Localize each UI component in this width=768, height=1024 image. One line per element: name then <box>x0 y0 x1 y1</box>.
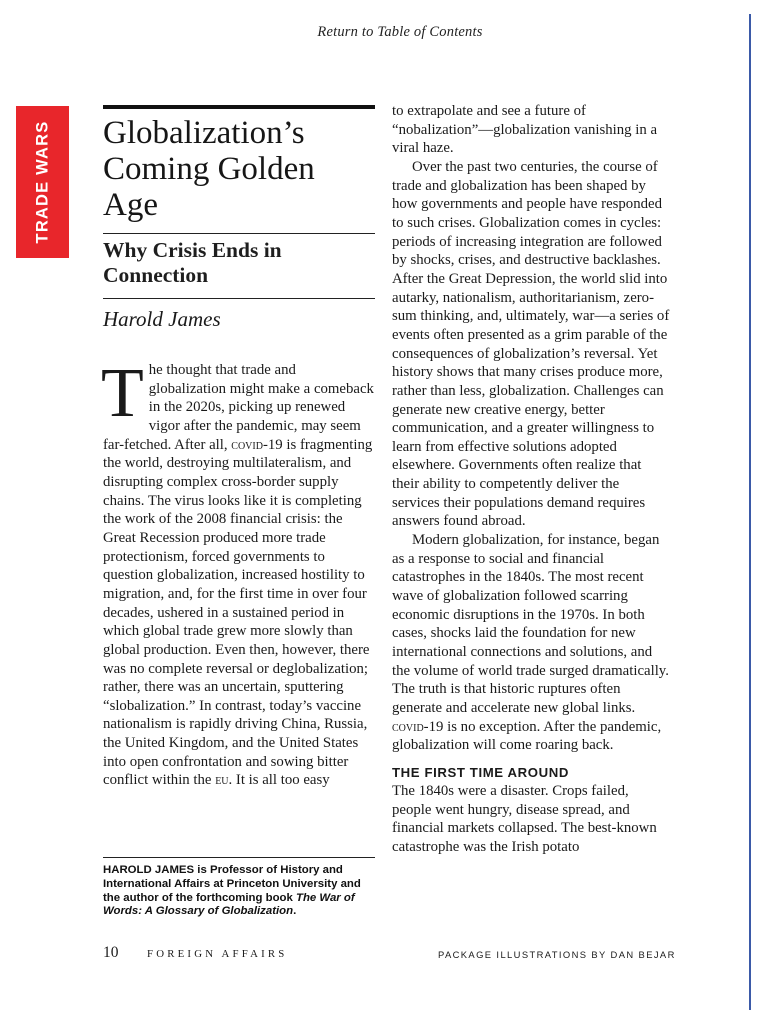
article-title: Globalization’s Coming Golden Age <box>103 115 315 223</box>
author-bio <box>103 864 378 919</box>
lead-text-3: . It is all too easy <box>228 772 330 789</box>
lead-text-2: -19 is fragmenting the world, destroying multilateralism, and disrupting complex cross-border supply chains. The virus looks like it is completing the work of the 2008 financial crisis: the Great Recession produced more trade protectionism, forced governments to question globalization, increased hostility to migration, and, for the first time in over four decades, ushered in a sustained period in which global trade grew more slowly than global production. Even then, however, there was no complete reversal or deglobalization; rather, there was an uncertain, sputtering “slobalization.” In contrast, today’s vaccine nationalism is rapidly driving China, Russia, the United Kingdom, and the United States into open confrontation and sowing bitter conflict within the <box>103 436 373 789</box>
paragraph: Over the past two centuries, the course of trade and globalization has been shaped by how governments and people have responded to such crises. Globalization comes in cycles: periods of increasing integration are followed by shocks, crises, and destructive backlashes. After the Great Depression, the world slid into autarky, nationalism, authoritarianism, zero-sum thinking, and, ultimately, war—a series of events often presented as a grim parable of the consequences of globalization’s reversal. Yet history shows that many crises produce more, rather than less, globalization. Challenges can generate new creative energy, better communication, and a greater willingness to learn from effective solutions adopted elsewhere. Governments often realize that their ability to competently deliver the services their populations demand requires answers found abroad. <box>392 158 670 530</box>
section-heading: THE FIRST TIME AROUND <box>392 764 569 780</box>
p3-text-1: Modern globalization, for instance, began as a response to social and financial catastrophes in the 1840s. The most recent wave of globalization followed scarring economic disruptions in the 1970s. In both cases, shocks laid the foundation for new international connections and solutions, and the volume of world trade surged dramatically. The truth is that historic ruptures often generate and accelerate new global links. <box>392 532 669 716</box>
article-author: Harold James <box>103 307 221 331</box>
bio-book-title: The War of Words: A Glossary of Globalization <box>103 891 355 918</box>
subtitle-divider <box>103 298 375 299</box>
bio-name: HAROLD JAMES <box>103 864 195 876</box>
lead-text-1: he thought that trade and globalization might make a comeback in the 2020s, picking up renewed vigor after the pandemic, may seem far-fetched. After all, <box>103 362 374 453</box>
section-tab-label: TRADE WARS <box>33 120 51 244</box>
paragraph: to extrapolate and see a future of “nobalization”—globalization vanishing in a viral haze. <box>392 103 658 157</box>
headline-block <box>103 105 375 332</box>
p3-text-2: -19 is no exception. After the pandemic, globalization will come roaring back. <box>392 718 662 754</box>
paragraph: The 1840s were a disaster. Crops failed, people went hungry, disease spread, and financial markets collapsed. The best-known catastrophe was the Irish potato <box>392 782 657 855</box>
illustration-credit: PACKAGE ILLUSTRATIONS BY DAN BEJAR <box>438 949 676 960</box>
title-divider <box>103 233 375 234</box>
right-column <box>392 102 670 857</box>
paragraph <box>392 531 670 755</box>
bio-divider <box>103 857 375 858</box>
return-to-toc-link[interactable]: Return to Table of Contents <box>317 24 483 40</box>
p3-covid: covid <box>392 718 424 735</box>
lead-paragraph <box>101 355 375 790</box>
drop-cap: T <box>101 355 144 432</box>
lead-covid: covid <box>231 436 263 453</box>
lead-eu: eu <box>215 772 229 789</box>
page-edge-rule <box>749 14 751 1010</box>
bio-end: . <box>293 905 297 918</box>
bio-text: is Professor of History and International Affairs at Princeton University and the author of the forthcoming book <box>103 864 361 904</box>
section-tab <box>16 106 69 258</box>
article-subtitle: Why Crisis Ends in Connection <box>103 238 282 287</box>
magazine-name: FOREIGN AFFAIRS <box>147 948 288 960</box>
page-number: 10 <box>103 944 119 961</box>
title-top-rule <box>103 105 375 109</box>
